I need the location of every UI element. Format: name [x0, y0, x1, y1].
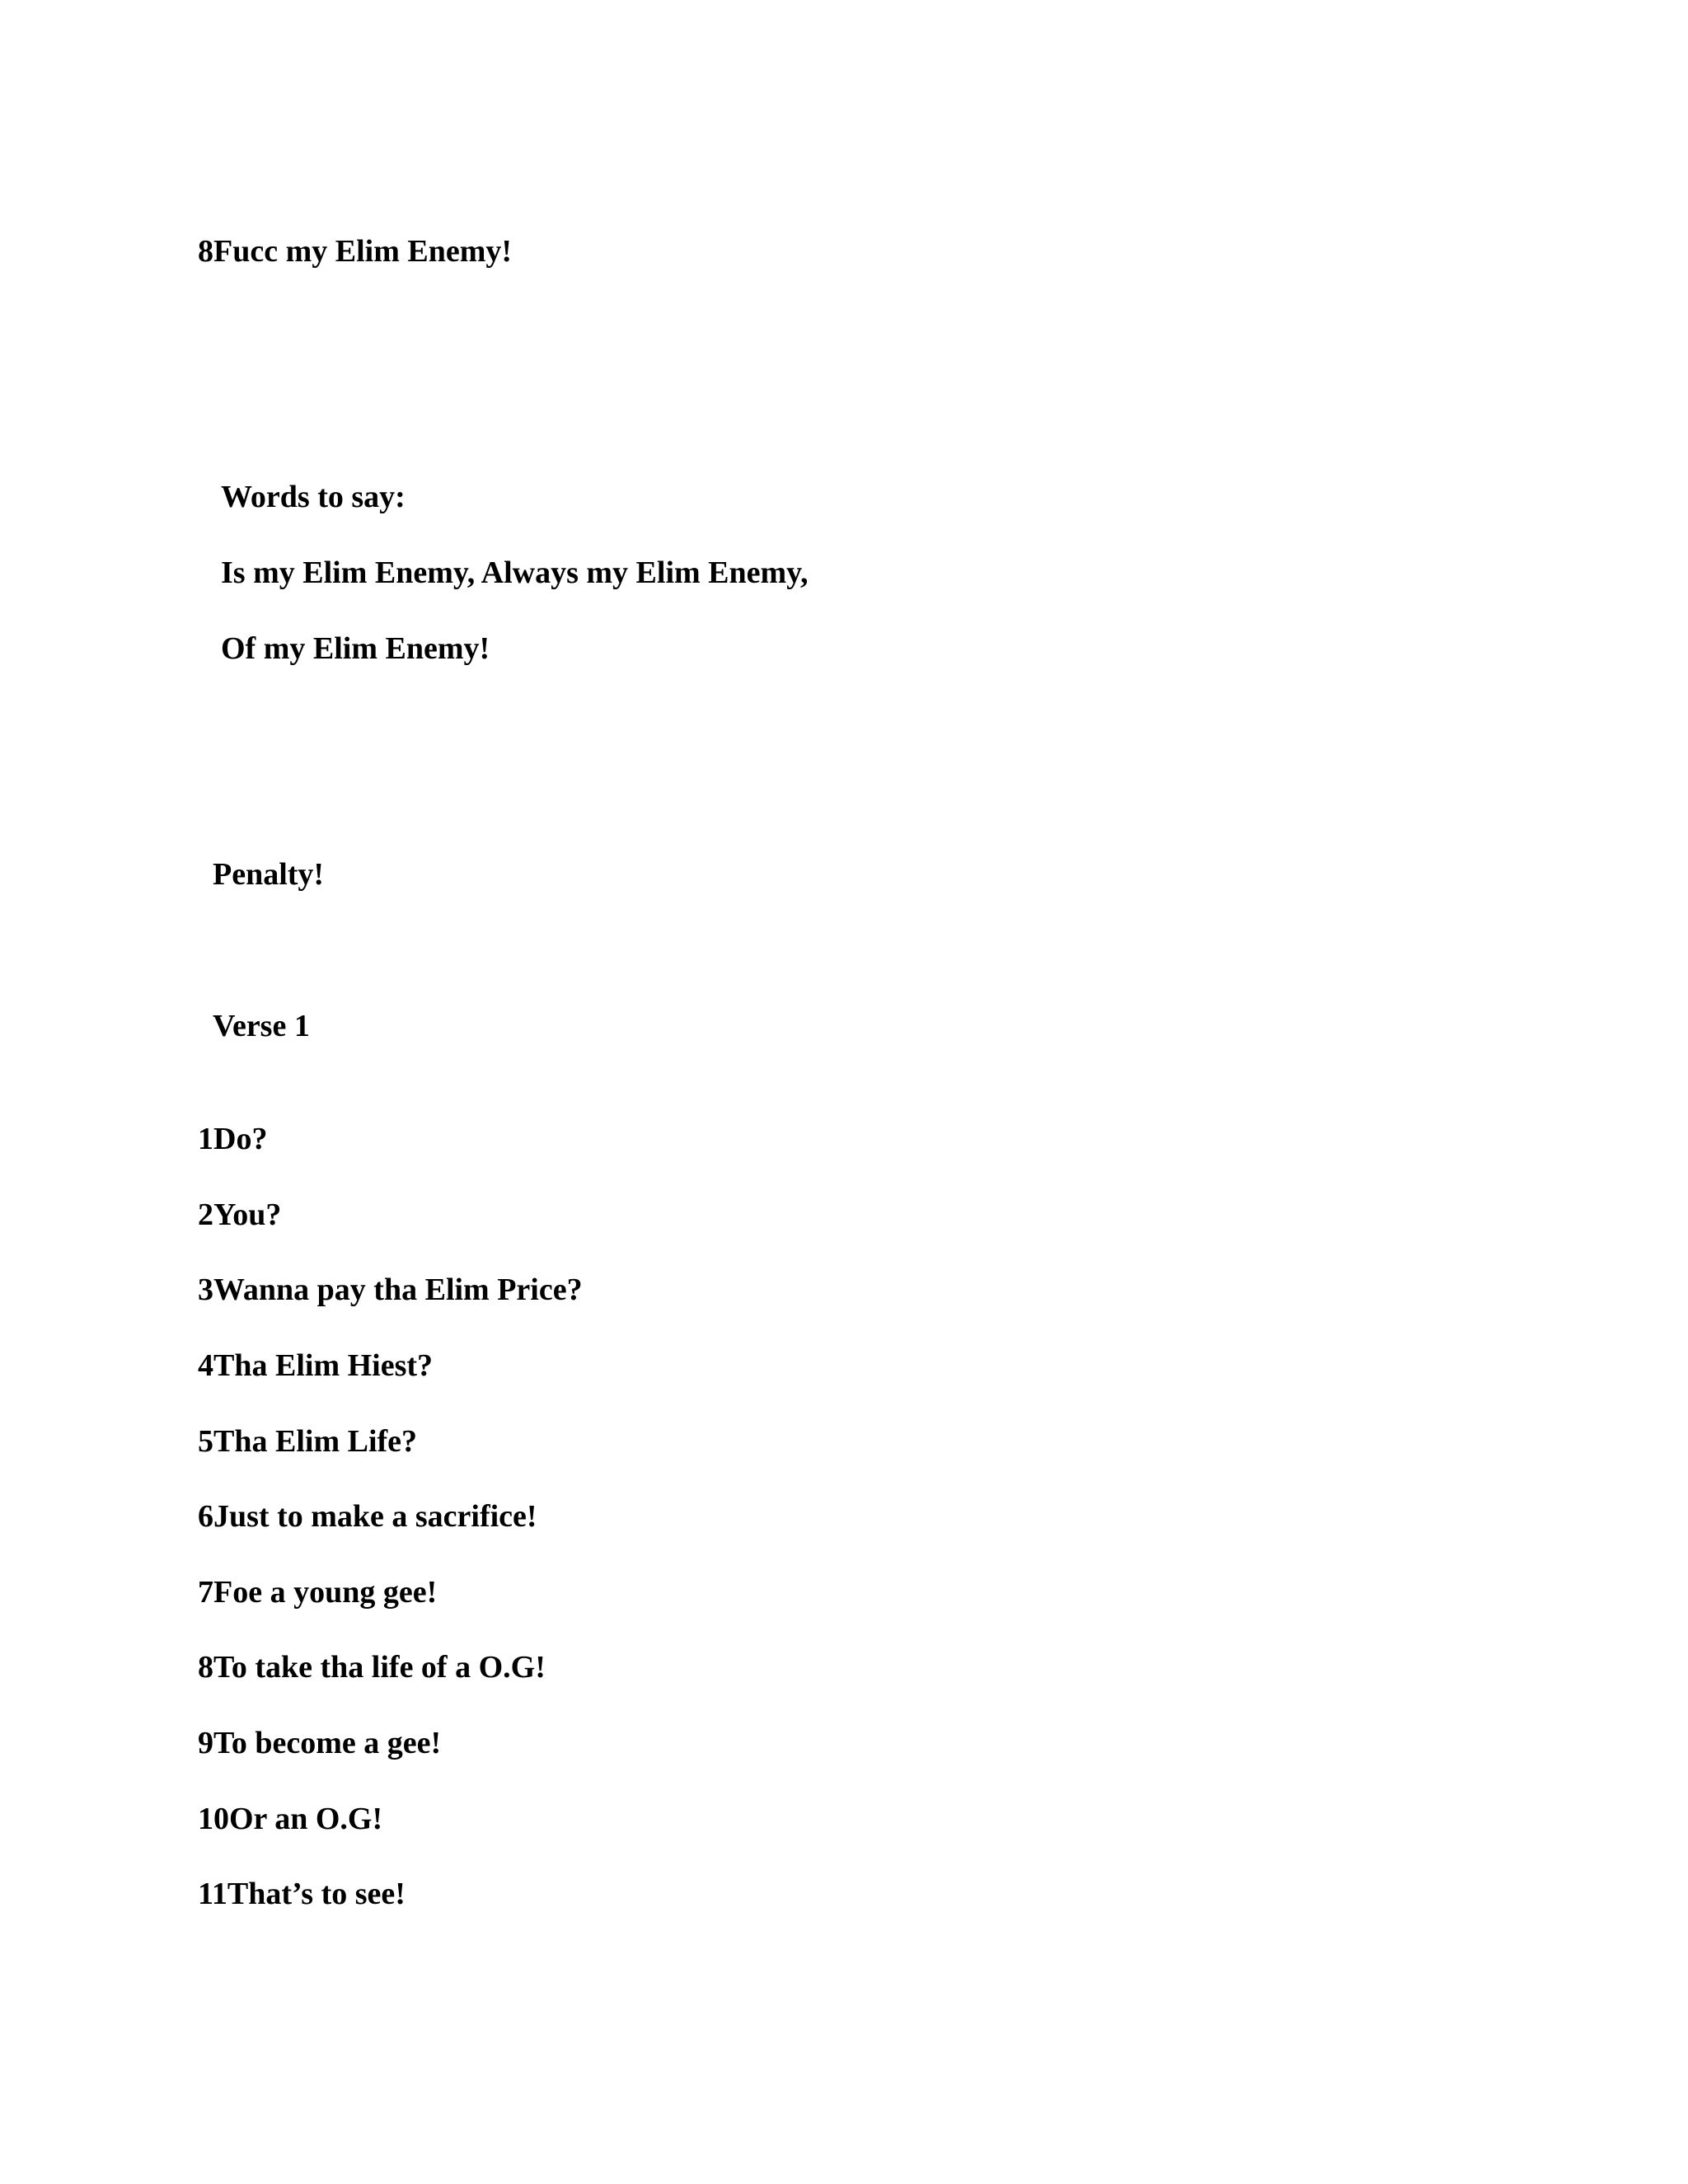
document-title: 8Fucc my Elim Enemy!: [198, 234, 513, 269]
verse-line: 8To take tha life of a O.G!: [198, 1650, 546, 1685]
verse-line: 7Foe a young gee!: [198, 1575, 438, 1610]
verse-line: 5Tha Elim Life?: [198, 1424, 418, 1459]
words-heading: Words to say:: [221, 480, 406, 514]
verse-heading: Verse 1: [213, 1009, 310, 1043]
verse-line: 6Just to make a sacrifice!: [198, 1499, 537, 1534]
verse-line: 9To become a gee!: [198, 1726, 442, 1760]
words-line: Is my Elim Enemy, Always my Elim Enemy,: [221, 555, 809, 590]
verse-line: 2You?: [198, 1197, 282, 1232]
verse-line: 1Do?: [198, 1122, 268, 1156]
verse-line: 11That’s to see!: [198, 1877, 406, 1911]
verse-line: 3Wanna pay tha Elim Price?: [198, 1272, 583, 1307]
verse-line: 10Or an O.G!: [198, 1802, 383, 1836]
words-line: Of my Elim Enemy!: [221, 631, 490, 666]
penalty-heading: Penalty!: [213, 857, 325, 892]
verse-line: 4Tha Elim Hiest?: [198, 1348, 434, 1383]
